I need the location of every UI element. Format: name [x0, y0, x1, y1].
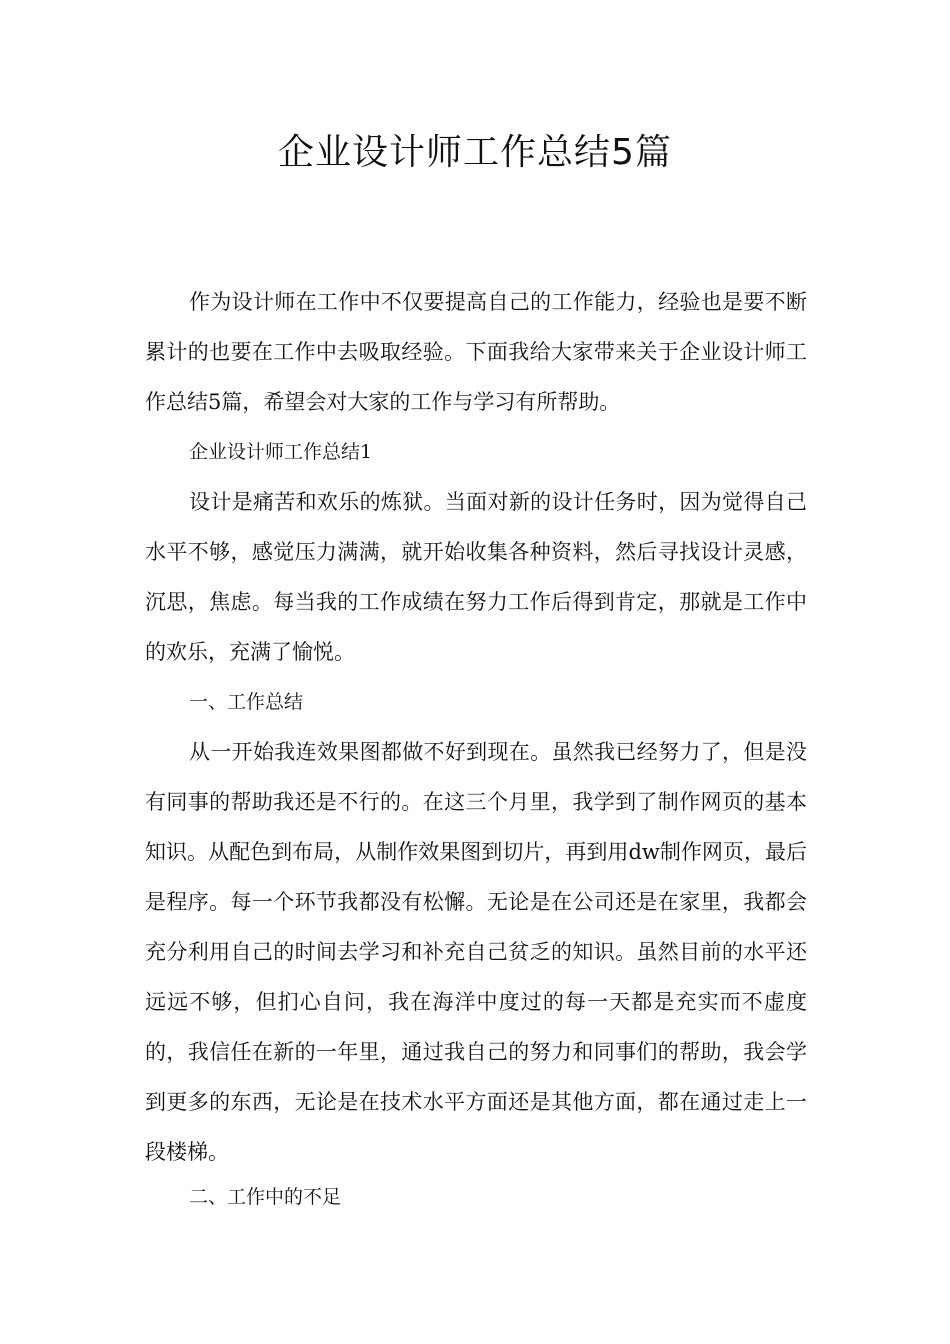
intro-paragraph: 作为设计师在工作中不仅要提高自己的工作能力，经验也是要不断累计的也要在工作中去吸取经验。下面我给大家带来关于企业设计师工作总结5篇，希望会对大家的工作与学习有所帮助。	[145, 290, 807, 414]
section-shortcomings-heading: 二、工作中的不足	[189, 1186, 342, 1208]
work-summary-paragraph: 从一开始我连效果图都做不好到现在。虽然我已经努力了，但是没有同事的帮助我还是不行的。在这三个月里，我学到了制作网页的基本知识。从配色到布局，从制作效果图到切片，再到用dw制作网页，最后是程序。每一个环节我都没有松懈。无论是在公司还是在家里，我都会充分利用自己的时间去学习和补充自己贫乏的知识。虽然目前的水平还远远不够，但扪心自问，我在海洋中度过的每一天都是充实而不虚度的，我信任在新的一年里，通过我自己的努力和同事们的帮助，我会学到更多的东西，无论是在技术水平方面还是其他方面，都在通过走上一段楼梯。	[145, 740, 807, 1164]
summary-1-heading: 企业设计师工作总结1	[189, 441, 373, 463]
section-work-summary-heading: 一、工作总结	[189, 691, 304, 713]
document-title: 企业设计师工作总结5篇	[278, 132, 672, 173]
summary-1-paragraph: 设计是痛苦和欢乐的炼狱。当面对新的设计任务时，因为觉得自己水平不够，感觉压力满满，就开始收集各种资料，然后寻找设计灵感，沉思，焦虑。每当我的工作成绩在努力工作后得到肯定，那就是工作中的欢乐，充满了愉悦。	[145, 490, 807, 664]
